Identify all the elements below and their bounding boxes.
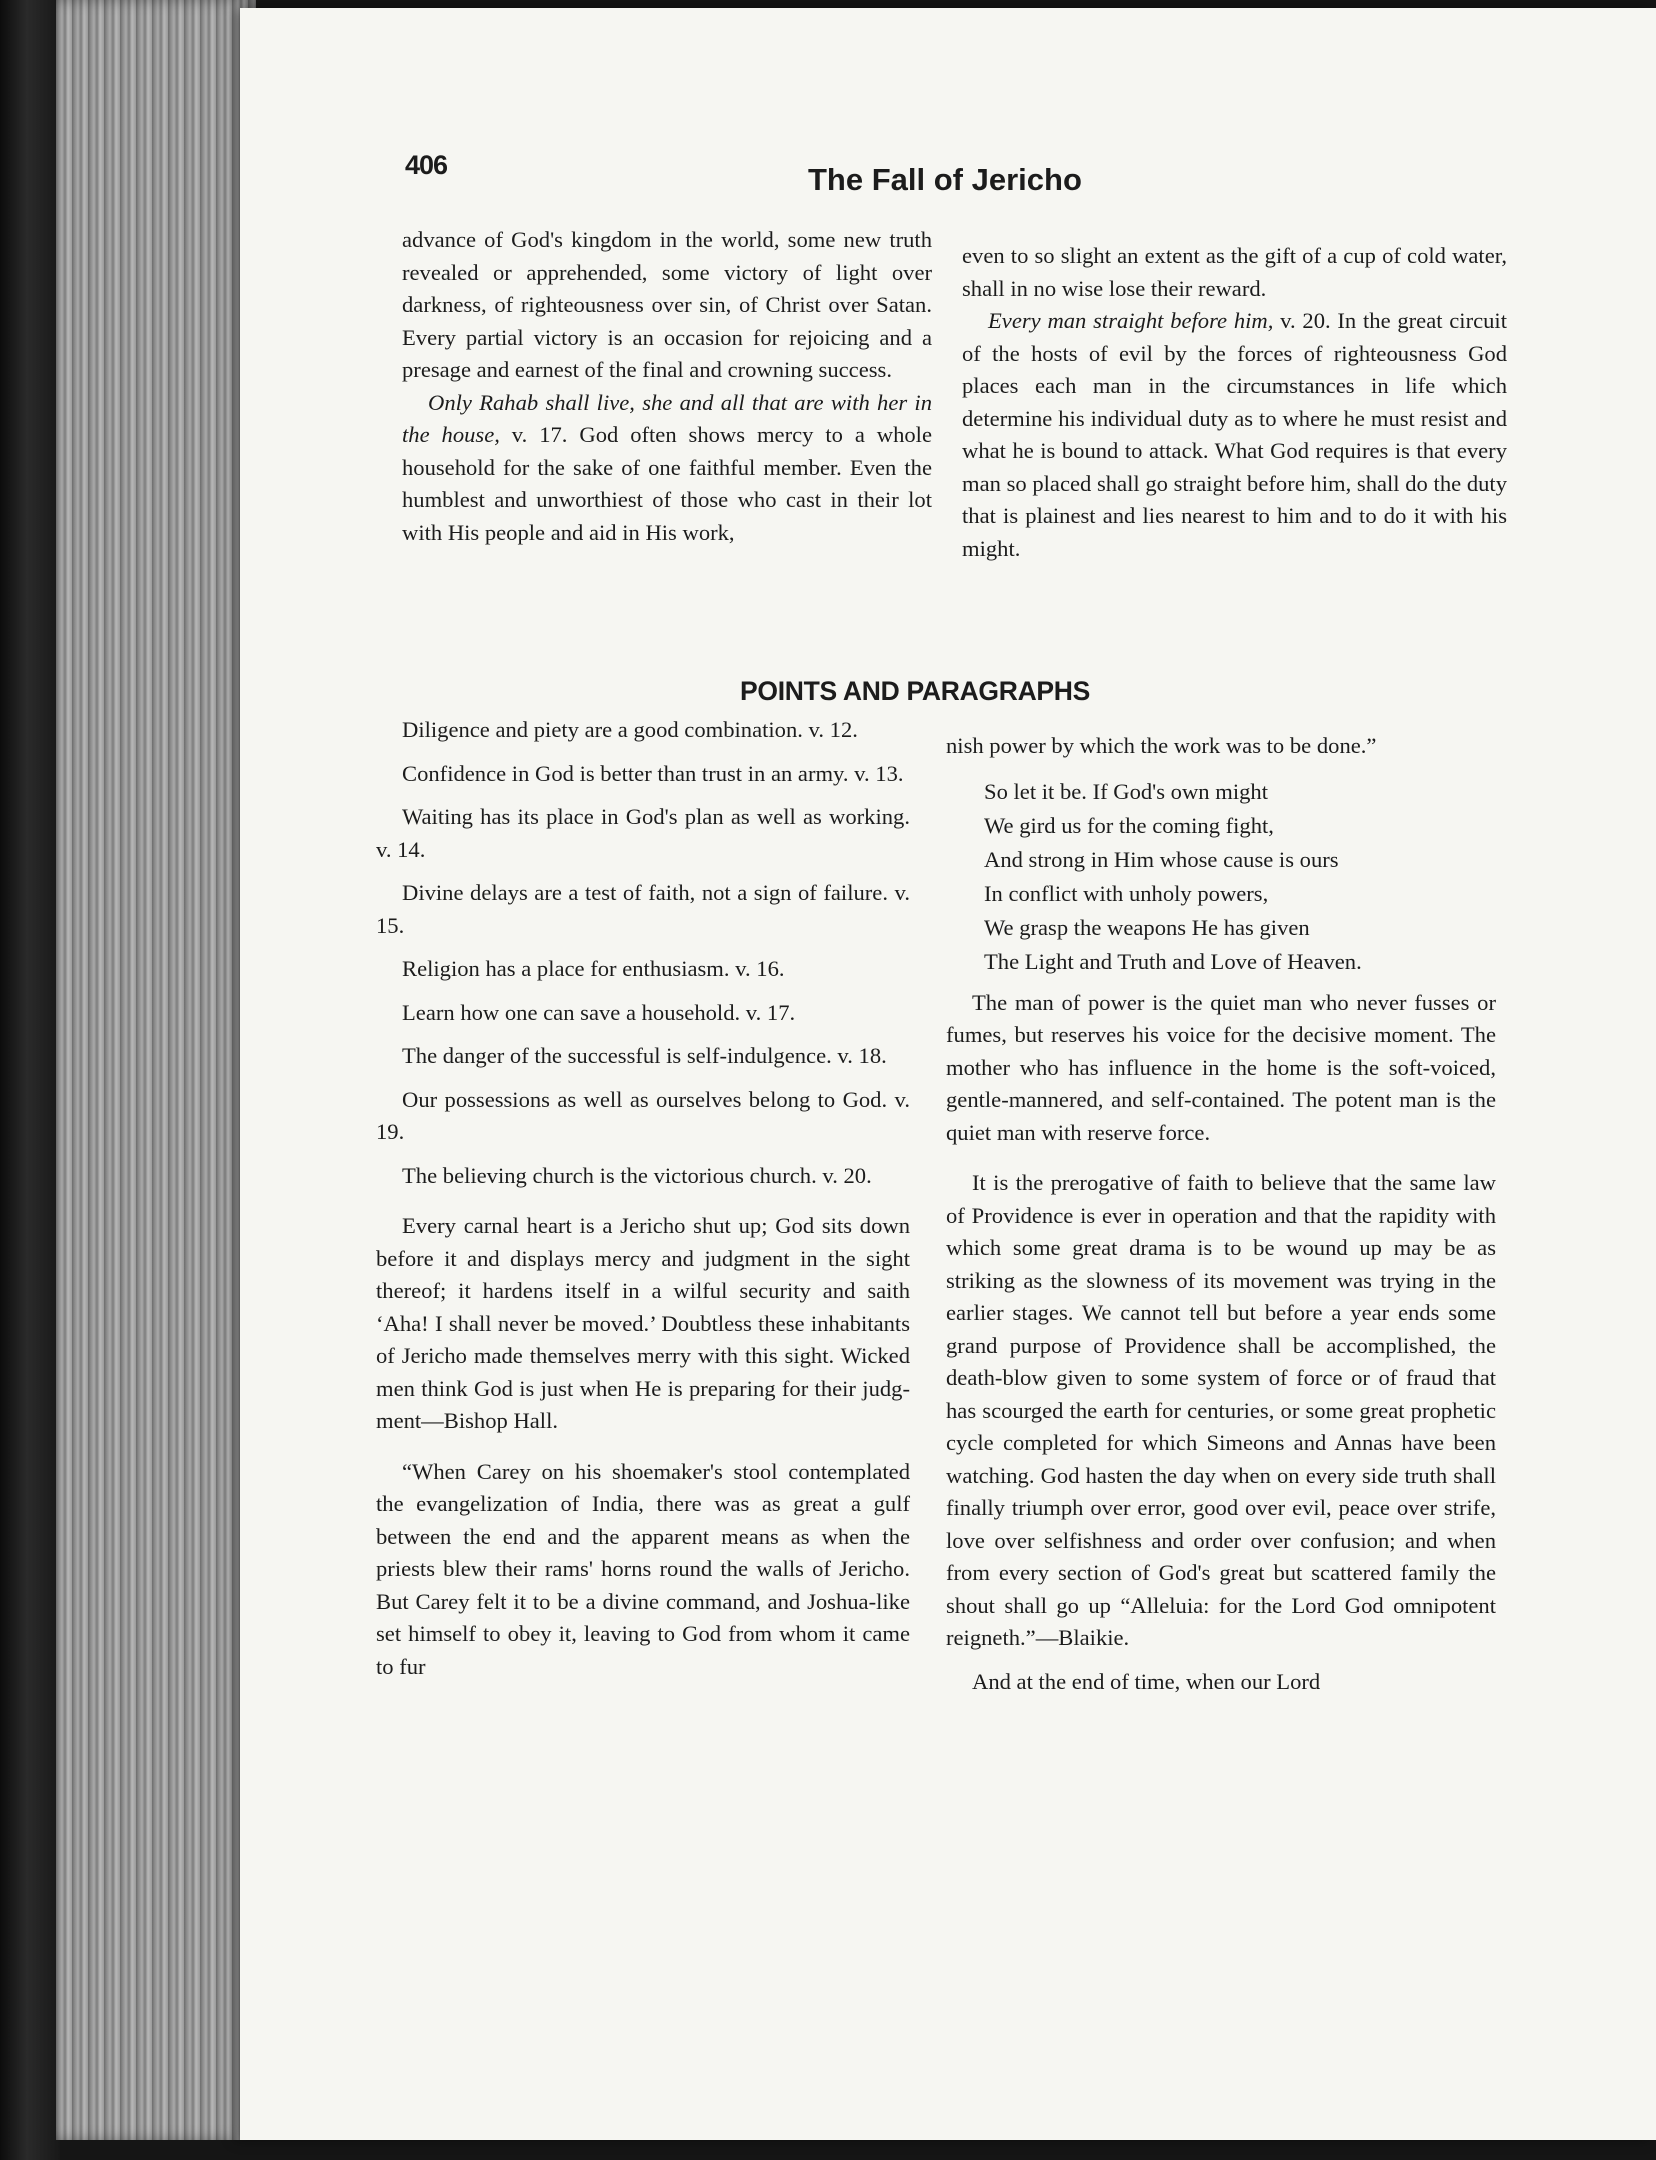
poem-line: And strong in Him whose cause is ours	[984, 846, 1339, 872]
point: Waiting has its place in God's plan as well as working. v. 14.	[376, 804, 910, 862]
book-binding	[0, 0, 60, 2160]
paragraph: And at the end of time, when our Lord	[972, 1668, 1321, 1694]
running-title: The Fall of Jericho	[808, 162, 1082, 197]
paragraph: advance of God's kingdom in the world, some new truth revealed or apprehended, some victory of light over darkness, of righteousness over sin, of Christ over Satan. Every partial victory is an occasion for rejoicing and a presage and earnest of the final and crowning success.	[402, 227, 932, 382]
paragraph-body: v. 20. In the great circuit of the hosts of evil by the forces of righteousness God places each man in the circumstances in life which determine his individual duty as to where he must resist and what he is bound to attack. What God requires is that every man so placed shall go straight before him, shall do the duty that is plainest and lies nearest to him and to do it with his might.	[962, 308, 1507, 561]
poem-line: So let it be. If God's own might	[984, 778, 1268, 804]
verse-quote: Every man straight before him,	[988, 308, 1274, 333]
paragraph: even to so slight an extent as the gift of a cup of cold water, shall in no wise lose their reward.	[962, 243, 1507, 301]
point: The danger of the successful is self-indulgence. v. 18.	[402, 1043, 887, 1068]
section-heading: POINTS AND PARAGRAPHS	[740, 676, 1091, 706]
point: Divine delays are a test of faith, not a sign of failure. v. 15.	[376, 880, 910, 938]
poem	[984, 775, 1496, 979]
top-right-column	[962, 240, 1507, 565]
poem-line: We gird us for the coming fight,	[984, 812, 1274, 838]
verse-quote: Only Rahab shall live, she and all that are with her in the house,	[402, 389, 932, 447]
point: Religion has a place for enthusiasm. v. 16.	[402, 956, 785, 981]
paragraph: It is the prerogative of faith to believe that the same law of Providence is ever in operation and that the rapidity with which some great drama is to be wound up may be as striking as the slowness of its movement was trying in the earlier stages. We cannot tell but before a year ends some grand purpose of Providence shall be accomplished, the death-blow given to some system of force or of fraud that has scourged the earth for centuries, or some great prophetic cycle completed for which Simeons and Annas have been watching. God hasten the day when on every side truth shall finally triumph over error, good over evil, peace over strife, love over selfishness and order over confusion; and when from every section of God's great but scattered family the shout shall go up “Alleluia: for the Lord God omnipotent reigneth.”—Blaikie.	[946, 1170, 1496, 1650]
point: Confidence in God is better than trust in an army. v. 13.	[402, 760, 904, 786]
poem-line: We grasp the weapons He has given	[984, 914, 1310, 940]
point: Every carnal heart is a Jericho shut up; God sits down before it and displays mercy and judgment in the sight thereof; it hardens itself in a wilful security and saith ‘Aha! I shall never be moved.’ Doubtless these inhabitants of Jericho made themselves merry with this sight. Wicked men think God is just when He is preparing for their judgment—Bishop Hall.	[376, 1213, 910, 1433]
poem-line: The Light and Truth and Love of Heaven.	[984, 948, 1362, 974]
top-left-column	[402, 224, 932, 549]
point: Learn how one can save a household. v. 17.	[402, 999, 796, 1025]
paragraph: The man of power is the quiet man who never fusses or fumes, but reserves his voice for the decisive moment. The mother who has influence in the home is the soft-voiced, gentle-mannered, and self-contained. The potent man is the quiet man with reserve force.	[946, 989, 1496, 1145]
point: “When Carey on his shoemaker's stool contemplated the evangelization of India, there was as great a gulf between the end and the apparent means as when the priests blew their rams' horns round the walls of Jericho. But Carey felt it to be a divine command, and Joshua-like set himself to obey it, leaving to God from whom it came to fur	[376, 1458, 910, 1679]
point: Our possessions as well as ourselves belong to God. v. 19.	[376, 1086, 910, 1144]
point: The believing church is the victorious church. v. 20.	[402, 1162, 872, 1188]
points-left-column	[376, 714, 910, 1683]
paragraph	[402, 387, 932, 550]
paragraph-body: v. 17. God often shows mercy to a whole household for the sake of one faithful member. Even the humblest and unworthiest of those who cast in their lot with His people and aid in His work,	[402, 422, 932, 545]
page-number: 406	[405, 150, 448, 180]
point: Diligence and piety are a good combination. v. 12.	[402, 717, 858, 742]
paragraph	[962, 305, 1507, 565]
poem-line: In conflict with unholy powers,	[984, 880, 1269, 906]
points-right-column	[946, 730, 1496, 1698]
paragraph: nish power by which the work was to be done.”	[946, 733, 1377, 758]
page-edges	[56, 0, 256, 2140]
